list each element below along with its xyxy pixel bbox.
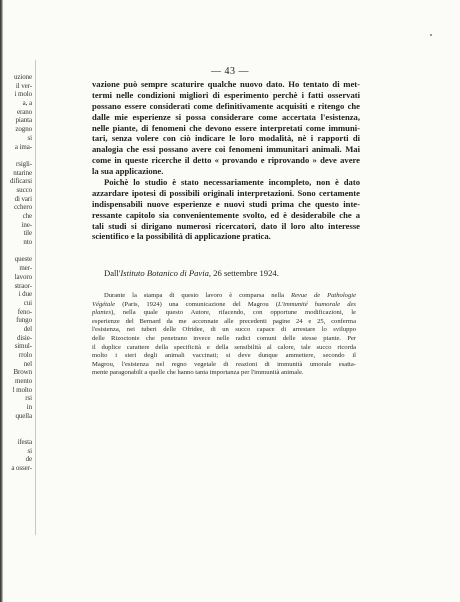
text-line: indispensabili nuove esperienze e nuovi studi prima che questo inte- (92, 198, 360, 209)
text-line: ressante capitolo sia convenientemente svolto, ed è desiderabile che a (92, 209, 360, 220)
note-line: Végétale (Paris, 1924) una comunicazione del Magrou (L'immunité humorale des (92, 300, 356, 308)
margin-fragment: queste (14, 255, 32, 264)
margin-fragment: a ima- (14, 142, 32, 151)
text-line: analogia che essi possano avere coi fenomeni immunitari animali. Mai (92, 144, 360, 155)
margin-fragment: i molo (14, 90, 32, 99)
text-line: dalle mie esperienze si possa considerare come accertata l'esistenza, (92, 111, 360, 122)
margin-fragment: dificarsi (9, 177, 32, 186)
text-line: scientifico e la possibilità di applicazione pratica. (92, 231, 271, 242)
margin-fragment: ine- (21, 220, 32, 229)
note-line: esperienze del Bernard da me accennate alle precedenti pagine 24 e 25, conferma (92, 317, 356, 325)
date-text: 26 settembre 1924. (211, 268, 279, 278)
margin-fragment: succo (16, 185, 32, 194)
margin-fragment: l molto (12, 385, 32, 394)
note-line: il duplice carattere della specificità e della sensibilità al calore, tale succo ricorda (92, 343, 356, 351)
text-line: come in queste ricerche il detto « provando e riprovando » deve avere (92, 155, 360, 166)
signature-date-line (104, 268, 279, 278)
margin-fragment: Brown (13, 368, 32, 377)
text-line: tari, senza volere con ciò indicare le loro modalità, nè i rapporti di (92, 133, 360, 144)
margin-fragment: pianta (15, 116, 32, 125)
margin-fragment: i due (18, 290, 32, 299)
institute-name: Istituto Botanico di Pavia, (120, 268, 212, 278)
margin-fragment (4, 421, 32, 430)
margin-fragment: in (26, 403, 32, 412)
note-line: Magrou, l'esistenza nel regno vegetale di reazioni di immunità umorale esatta- (92, 360, 356, 368)
article-title: L'immunité humorale des (278, 300, 356, 308)
margin-fragment: cui (23, 298, 32, 307)
margin-fragment: uzione (13, 73, 32, 81)
margin-fragment: ifesta (17, 437, 32, 446)
margin-fragment: ntarine (13, 168, 32, 177)
margin-fragment (4, 429, 32, 438)
scan-edge (0, 0, 3, 602)
text-line: nelle piante, di fenomeni che devono essere interpretati come immuni- (92, 122, 360, 133)
binding-line (35, 60, 36, 535)
note-line: mente paragonabili a quelle che hanno tanta importanza per l'immunità animale. (92, 369, 304, 377)
scan-speck (430, 34, 432, 36)
margin-fragment (4, 247, 32, 256)
margin-fragment: a osser- (11, 463, 32, 472)
margin-fragment: straor- (14, 281, 32, 290)
margin-fragment: nto (23, 238, 32, 247)
margin-fragment (4, 151, 32, 160)
text-line: vazione può sempre scaturire qualche nuovo dato. Ho tentato di met- (92, 79, 360, 89)
journal-title: Revue de Pathologie (290, 292, 357, 299)
text-line: la sua applicazione. (92, 166, 164, 177)
margin-fragment: feno- (17, 307, 32, 316)
margin-fragment: il ver- (15, 81, 32, 90)
margin-fragment: lavoro (14, 272, 32, 281)
margin-fragment: nel (23, 359, 32, 368)
margin-fragment: si (27, 133, 32, 142)
margin-fragment: disie- (17, 333, 32, 342)
text-line: termi nelle condizioni migliori di esperimento perchè i fatti osservati (92, 89, 360, 100)
margin-fragment: che (22, 212, 32, 220)
margin-fragment: simul- (14, 342, 32, 351)
previous-page-margin-fragments (4, 73, 32, 473)
main-text (92, 79, 360, 242)
margin-fragment: a, a (22, 99, 32, 108)
text-line: possano essere considerati come definitivamente acquisiti e ritengo che (92, 100, 360, 111)
note-line: l'esistenza, nei tuberi delle Ofridee, di un succo capace di arrestare lo sviluppo (92, 326, 356, 334)
text-line: tali studi si dirigano numerosi ricercatori, dato il loro alto interesse (92, 220, 360, 231)
margin-fragment: zogno (15, 125, 32, 134)
note-line: Durante la stampa di questo lavoro è comparsa nella Revue de Pathologie (104, 292, 357, 299)
margin-fragment: cchero (13, 203, 32, 212)
margin-fragment: tile (23, 229, 32, 238)
text-line: Poichè lo studio è stato necessariamente incompleto, non è dato (104, 177, 360, 188)
margin-fragment: rrolo (18, 351, 32, 359)
margin-fragment: de (25, 455, 32, 464)
footnote (92, 292, 356, 378)
margin-fragment: rsi (25, 394, 32, 403)
margin-fragment: rsigli- (15, 159, 32, 168)
margin-fragment: fungo (16, 316, 32, 325)
note-line: molto i sieri degli animali vaccinati; si deve dunque ammettere, secondo il (92, 352, 356, 360)
text-line: azzardare ipotesi di possibili originali interpretazioni. Sono certamente (92, 187, 360, 198)
note-line: plantes), nella quale questo Autore, rifacendo, con opportune modificazioni, le (92, 309, 356, 317)
margin-fragment: quella (15, 411, 32, 420)
margin-fragment: del (23, 324, 32, 333)
note-line: delle Rizoctonie che penetrano invece nelle radici comuni delle stesse piante. Per (92, 334, 356, 342)
margin-fragment: mer- (19, 264, 32, 273)
date-prefix: Dall' (104, 268, 121, 278)
margin-fragment: si (27, 446, 32, 455)
margin-fragment: erano (16, 107, 32, 116)
margin-fragment: mento (15, 377, 32, 386)
page-number: — 43 — (211, 66, 249, 77)
margin-fragment: di vari (14, 194, 32, 203)
